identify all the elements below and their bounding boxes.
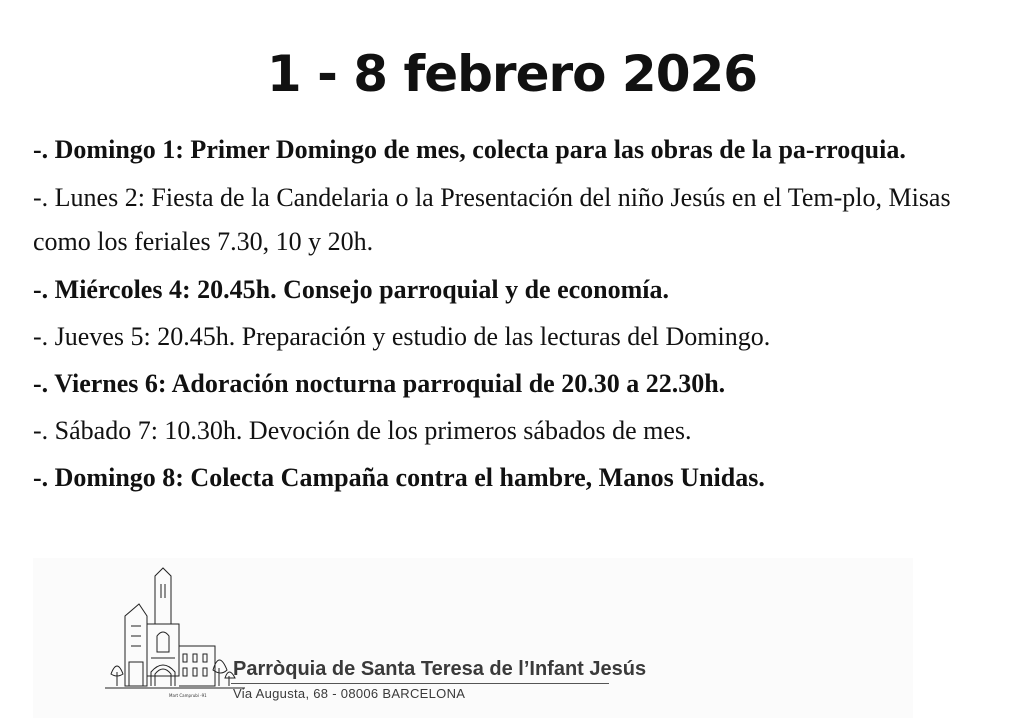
church-sketch-image bbox=[77, 564, 257, 700]
event-item: -. Domingo 8: Colecta Campaña contra el hambre, Manos Unidas. bbox=[33, 463, 765, 492]
event-item: -. Sábado 7: 10.30h. Devoción de los primeros sábados de mes. bbox=[33, 416, 692, 445]
event-item: -. Viernes 6: Adoración nocturna parroquial de 20.30 a 22.30h. bbox=[33, 369, 726, 398]
event-item: -. Domingo 1: Primer Domingo de mes, colecta para las obras de la pa-rroquia. bbox=[33, 135, 906, 164]
event-item: -. Miércoles 4: 20.45h. Consejo parroquial y de economía. bbox=[33, 275, 669, 304]
page-title: 1 - 8 febrero 2026 bbox=[266, 45, 758, 103]
divider bbox=[231, 683, 609, 684]
parish-address: Via Augusta, 68 - 08006 BARCELONA bbox=[233, 686, 466, 701]
event-item: -. Jueves 5: 20.45h. Preparación y estudio de las lecturas del Domingo. bbox=[33, 322, 771, 351]
event-list bbox=[33, 128, 993, 503]
svg-text:Mart Camprubí -91: Mart Camprubí -91 bbox=[169, 693, 207, 698]
parish-letterhead bbox=[33, 558, 913, 718]
parish-name: Parròquia de Santa Teresa de l’Infant Jesús bbox=[233, 658, 647, 680]
event-item: -. Lunes 2: Fiesta de la Candelaria o la Presentación del niño Jesús en el Tem-plo, Misas como los feriales 7.30, 10 y 20h. bbox=[33, 183, 951, 256]
